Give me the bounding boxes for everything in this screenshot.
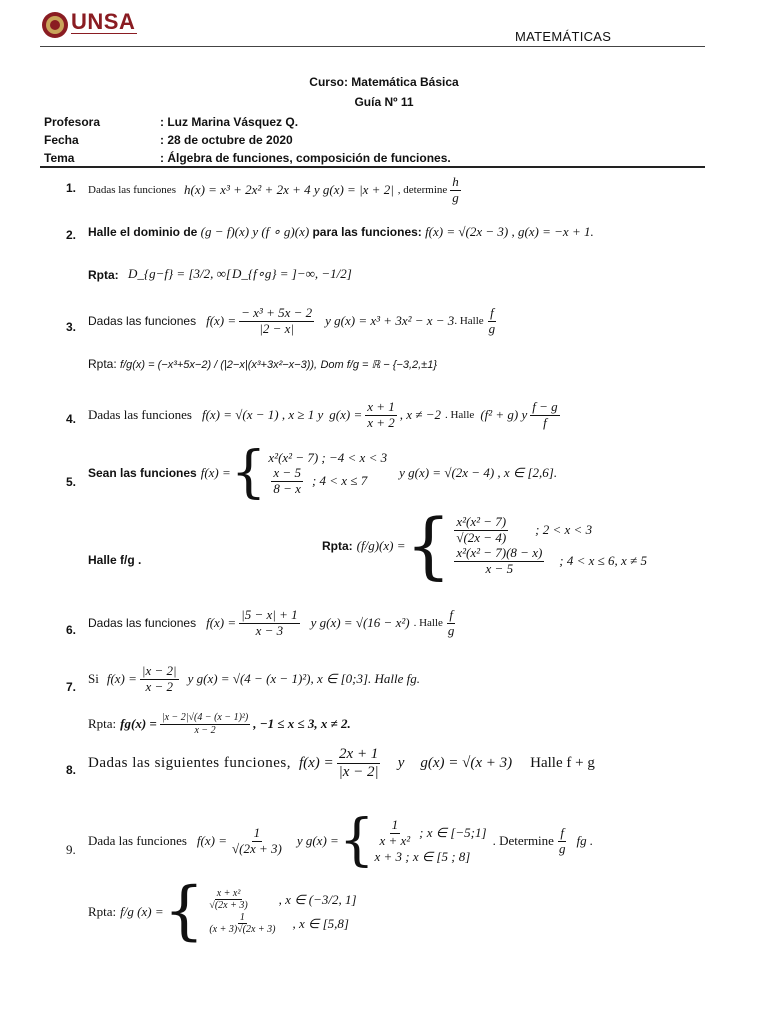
fraction-f8: $\frac{2x + 1}{|x - 2|}$	[338, 746, 379, 781]
problem-number: 4.	[66, 412, 77, 426]
problem-condition: , x ≠ −2	[399, 407, 441, 423]
answer-label: Rpta:	[88, 903, 117, 919]
problem-number: 1.	[66, 181, 77, 195]
fraction-f6: $\frac{|5 - x| + 1}{x - 3}$	[241, 607, 298, 638]
topic-value: : Álgebra de funciones, composición de funciones.	[160, 151, 451, 165]
answer-condition: ; 4 < x ≤ 6, x ≠ 5	[559, 553, 647, 569]
answer-5: Rpta: (f/g)(x) = { $\frac{\text{x²(x² − 7)}}{√(2x - 4)}$ ; 2 < x < 3 $\frac{\text{x²(x² − 7)(8 − x)}}{x - 5}$ ; 4 < x ≤ 6, x ≠ 5	[322, 503, 647, 588]
professor-label: Profesora	[44, 115, 101, 129]
fraction-f9: $\frac{1}{√(2x + 3)}$	[231, 825, 282, 856]
problem-intro: Dadas las funciones	[88, 616, 197, 631]
answer-condition: , x ∈ (−3/2, 1]	[278, 891, 357, 907]
professor-value: : Luz Marina Vásquez Q.	[160, 115, 299, 129]
problem-intro: Halle el dominio de	[88, 225, 198, 239]
subject-title: MATEMÁTICAS	[515, 29, 612, 44]
problem-4: Dadas las funciones f(x) = √(x − 1) , x ≥ 1 y g(x) = $\frac{x + 1}{x + 2}$ , x ≠ −2 . Halle (f² + g) y $\frac{f - g}{f}$	[88, 399, 558, 430]
problem-9: Dada las funciones f(x) = $\frac{1}{√(2x + 3)}$ y g(x) = { $\frac{1}{\text{x + x²}}$ ; x ∈ [−5;1] x + 3 ; x ∈ [5 ; 8] . Determine $\frac{f}{g}$ fg .	[88, 808, 594, 874]
problem-8: Dadas las siguientes funciones, f(x) = $\frac{2x + 1}{|x - 2|}$ y g(x) = √(x + 3) Halle f + g	[88, 746, 595, 781]
problem-tail-2: fg .	[576, 833, 594, 849]
answer-condition: , x ∈ [5,8]	[292, 915, 349, 931]
problem-number: 9.	[66, 842, 76, 857]
header-divider	[40, 46, 705, 47]
problem-expression: y g(x) = x³ + 3x² − x − 3	[325, 313, 455, 329]
answer-condition: , −1 ≤ x ≤ 3, x ≠ 2.	[253, 716, 351, 731]
seal-icon	[40, 10, 70, 40]
answer-label: Rpta:	[88, 716, 117, 731]
fraction-f3: $\frac{\text{− x³ + 5x − 2}}{|2 - x|}$	[241, 305, 313, 336]
answer-label: Rpta:	[322, 538, 353, 553]
guide-title: Guía Nº 11	[354, 95, 414, 109]
answer-9: Rpta: f/g (x) = { $\frac{\text{x + x²}}{√(2x + 3)}$ , x ∈ (−3/2, 1] $\frac{1}{(x + 3)√(2x + 3)}$ , x ∈ [5,8]	[88, 874, 357, 948]
unsa-logo	[40, 8, 140, 44]
problem-intro: Sean las funciones	[88, 466, 197, 481]
problem-expression: y g(x) =	[296, 833, 339, 849]
problem-number: 5.	[66, 475, 77, 489]
problem-expression: y g(x) = √(4 − (x − 1)²), x ∈ [0;3]. Halle fg.	[187, 671, 421, 687]
problem-intro: Dadas las funciones	[88, 314, 197, 329]
problem-number: 8.	[66, 763, 77, 777]
piece-condition: ; 4 < x ≤ 7	[311, 473, 368, 489]
course-title: Curso: Matemática Básica	[309, 75, 459, 89]
fraction-f-minus-g-over-f: $\frac{f - g}{f}$	[532, 399, 558, 430]
problem-mid: para las funciones:	[312, 225, 422, 239]
answer-domain: Dom f/g = ℝ − {−3,2,±1}	[320, 359, 438, 371]
answer-label: Rpta:	[88, 268, 119, 282]
problem-expression: y g(x) = √(16 − x²)	[310, 615, 410, 631]
problem-number: 2.	[66, 228, 77, 242]
problem-tail: . Determine	[492, 833, 554, 849]
date-value: : 28 de octubre de 2020	[160, 133, 293, 147]
problem-number: 7.	[66, 680, 77, 694]
piecewise-brace: {	[230, 440, 267, 506]
problem-7: Si f(x) = $\frac{|x - 2|}{x - 2}$ y g(x) = √(4 − (x − 1)²), x ∈ [0;3]. Halle fg.	[88, 663, 421, 694]
problem-number: 6.	[66, 623, 77, 637]
answer-7: Rpta: fg(x) = $\frac{\text{|x − 2|√(4 − (x − 1)²)}}{x - 2}$ , −1 ≤ x ≤ 3, x ≠ 2.	[88, 712, 351, 736]
fraction-f-over-g: $\frac{f}{g}$	[558, 825, 566, 856]
piece-condition: ; x ∈ [−5;1]	[419, 825, 487, 841]
problem-intro: Dadas las siguientes funciones,	[88, 755, 291, 772]
problem-intro: Dadas las funciones	[88, 184, 176, 197]
problem-tail: , determine	[397, 184, 448, 197]
problem-1	[88, 175, 464, 206]
fraction-g4: $\frac{x + 1}{x + 2}$	[367, 399, 395, 430]
piecewise-pieces: x²(x² − 7) ; −4 < x < 3 $\frac{x - 5}{8 - x}$ ; 4 < x ≤ 7	[268, 450, 388, 496]
problem-expression: f(x) = √(x − 1) , x ≥ 1 y	[201, 407, 324, 423]
piece-condition: x + 3 ; x ∈ [5 ; 8]	[374, 848, 471, 864]
problem-tail: . Halle	[444, 409, 475, 422]
date-label: Fecha	[44, 133, 79, 147]
fraction-f-over-g: $\frac{f}{g}$	[488, 305, 496, 336]
problem-halle: Halle f/g .	[88, 553, 142, 567]
problem-intro: Dada las funciones	[88, 833, 187, 849]
problem-expression: y	[397, 755, 405, 772]
problem-6: Dadas las funciones f(x) = $\frac{|5 - x| + 1}{x - 3}$ y g(x) = √(16 − x²) . Halle $\frac{f}{g}$	[88, 607, 455, 638]
logo-underline	[71, 33, 137, 38]
piece-condition: ; −4 < x < 3	[321, 450, 388, 465]
problem-expression-2: g(x) = √(x + 3)	[420, 755, 513, 772]
problem-intro: Si	[88, 671, 99, 687]
problem-intro: Dadas las funciones	[88, 407, 192, 423]
problem-expression: (g − f)(x) y (f ∘ g)(x)	[200, 224, 310, 239]
fraction-f7: $\frac{|x - 2|}{x - 2}$	[141, 663, 177, 694]
fraction-h-over-g: $\frac{h}{g}$	[452, 174, 459, 205]
answer-3: Rpta: f/g(x) = (−x³+5x−2) / (|2−x|(x³+3x²−x−3)), Dom f/g = ℝ − {−3,2,±1}	[88, 357, 438, 371]
answer-domain-1: D_{g−f} = [3/2, ∞[	[128, 266, 231, 281]
problem-expression: h(x) = x³ + 2x² + 2x + 4 y g(x) = |x + 2|	[183, 182, 394, 198]
problem-number: 3.	[66, 320, 77, 334]
problem-tail: . Halle	[454, 315, 484, 328]
fraction-f-over-g: $\frac{f}{g}$	[447, 607, 455, 638]
problem-3: Dadas las funciones f(x) = $\frac{\text{− x³ + 5x − 2}}{|2 - x|}$ y g(x) = x³ + 3x² − x − 3 . Halle $\frac{f}{g}$	[88, 305, 496, 336]
problem-expression: y g(x) = √(2x − 4) , x ∈ [2,6].	[399, 465, 558, 481]
problem-tail: Halle f + g	[530, 755, 595, 772]
logo-text: UNSA	[71, 9, 136, 34]
problem-2	[88, 224, 594, 240]
answer-condition: ; 2 < x < 3	[535, 522, 593, 538]
problem-tail: . Halle	[413, 617, 443, 630]
answer-label: Rpta:	[88, 357, 117, 371]
problem-expression-2: f(x) = √(2x − 3) , g(x) = −x + 1.	[425, 224, 594, 239]
answer-domain-2: D_{f∘g} = ]−∞, −1/2]	[232, 266, 352, 281]
problem-5: Sean las funciones f(x) = { x²(x² − 7) ; −4 < x < 3 $\frac{x - 5}{8 - x}$ ; 4 < x ≤ 7 y g(x) = √(2x − 4) , x ∈ [2,6].	[88, 440, 558, 506]
meta-divider	[40, 166, 705, 168]
topic-label: Tema	[44, 151, 75, 165]
